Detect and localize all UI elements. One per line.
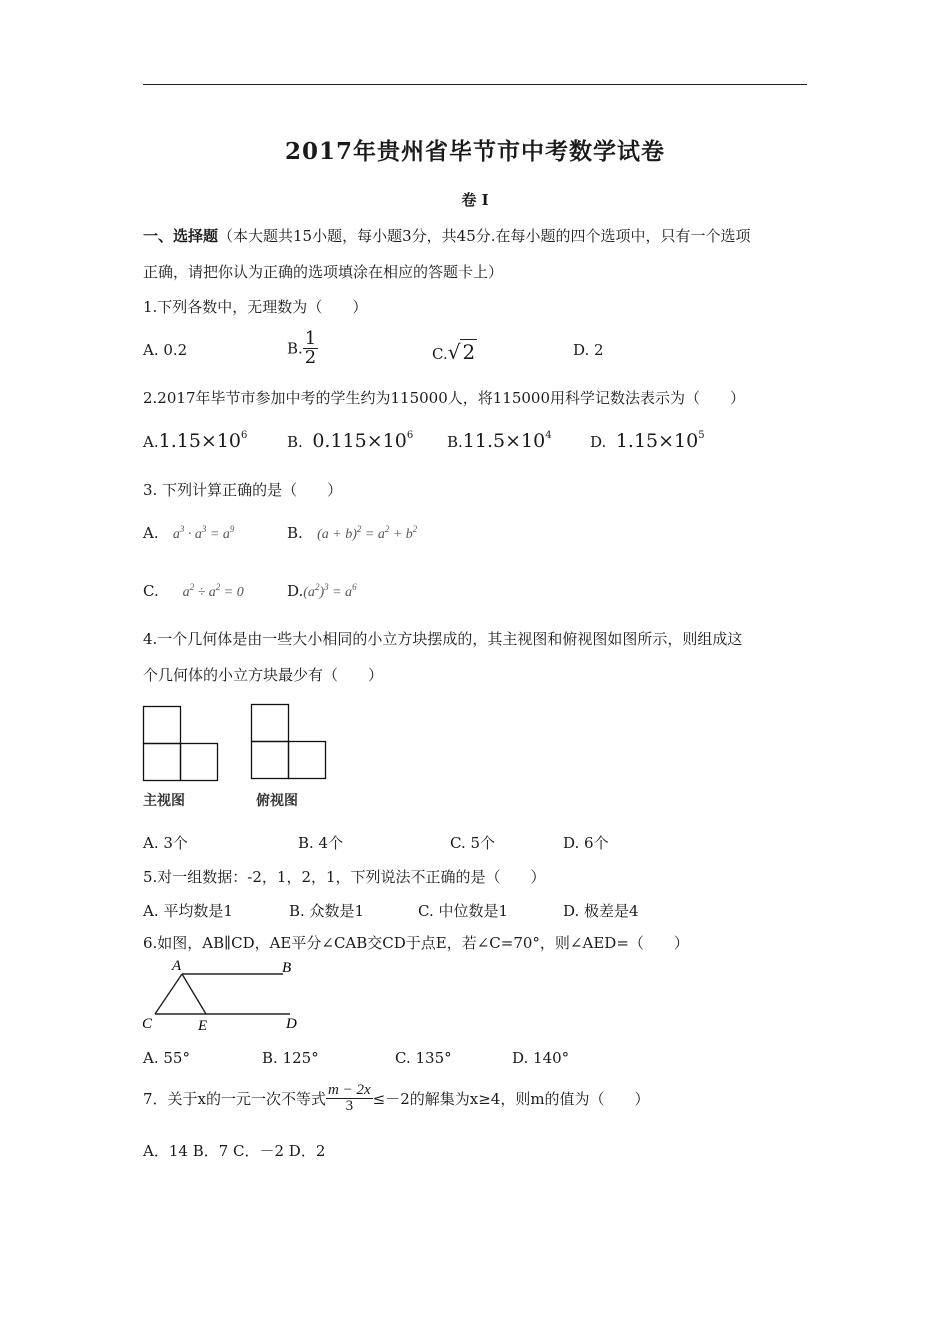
point-b-label: B [282,960,292,976]
q6-option-d: D. 140° [512,1049,570,1067]
q5-option-d: D. 极差是4 [563,902,639,920]
q4-option-b: B. 4个 [298,834,344,852]
q2-option-b: B. $0.115\times 10^6$ [287,430,414,452]
top-view-caption: 俯视图 [256,793,298,809]
q4-stem-1: 4.一个几何体是由一些大小相同的小立方块摆成的，其主视图和俯视图如图所示，则组成这 [143,630,743,648]
section-desc-2: 正确，请把你认为正确的选项填涂在相应的答题卡上） [143,263,504,281]
q2-stem: 2.2017年毕节市参加中考的学生约为115000人，将115000用科学记数法表示为（ ） [143,389,746,407]
q4-option-a: A. 3个 [143,834,188,852]
q5-option-b: B. 众数是1 [289,902,365,920]
q6-option-c: C. 135° [395,1049,452,1067]
q5-stem: 5.对一组数据：-2，1，2，1，下列说法不正确的是（ ） [143,868,546,886]
q4-option-c: C. 5个 [450,834,496,852]
point-c-label: C [142,1016,153,1032]
q3-option-c: C. $a^2 \div a^2 = 0$ [143,582,244,600]
q3-option-a: A. $a^3 \cdot a^3 = a^9$ [143,524,235,542]
q6-option-b: B. 125° [262,1049,319,1067]
front-view-figure [143,706,223,786]
paper-part-label: 卷 I [461,191,489,209]
q1-option-b: B. $\frac{1}{2}$ [287,328,317,368]
q2-option-d: D. $1.15\times 10^5$ [590,430,705,452]
q1-option-a: A. 0.2 [143,341,188,359]
section-desc-1: （本大题共15小题，每小题3分，共45分.在每小题的四个选项中，只有一个选项 [218,227,751,245]
q4-stem-2: 个几何体的小立方块最少有（ ） [143,666,384,684]
q3-option-d: $D.(a^2)^3 = a^6$ [287,582,357,600]
q3-option-b: B. $(a + b)^2 = a^2 + b^2$ [287,524,418,542]
parallel-lines-figure [140,956,310,1036]
section-heading [143,225,751,246]
point-a-label: A [172,958,182,974]
q1-option-c: C.√ 2 [432,340,476,364]
point-d-label: D [286,1016,297,1032]
q7-stem: 7．关于x的一元一次不等式 $\frac{m - 2x}{3}$ ≤－2的解集为x≥4，则m的值为（ ） [143,1082,650,1114]
q3-stem: 3. 下列计算正确的是（ ） [143,481,343,499]
q5-option-c: C. 中位数是1 [418,902,509,920]
q4-option-d: D. 6个 [563,834,609,852]
top-view-figure [251,704,331,784]
q1-option-d: D. 2 [573,341,604,359]
section-title: 一、选择题 [143,227,219,245]
q2-option-c: $B.11.5\times 10^4$ [447,430,552,452]
q2-option-a: $A.1.15\times 10^6$ [143,430,248,452]
q6-option-a: A. 55° [143,1049,190,1067]
point-e-label: E [198,1018,208,1034]
front-view-caption: 主视图 [143,793,185,809]
q6-stem: 6.如图，AB∥CD，AE平分∠CAB交CD于点E，若∠C=70°，则∠AED=（ ） [143,934,689,952]
q7-options: A．14 B．7 C．－2 D．2 [143,1142,326,1160]
q5-option-a: A. 平均数是1 [143,902,233,920]
top-rule [143,84,807,85]
q1-stem: 1.下列各数中，无理数为（ ） [143,298,368,316]
page-title: 2017年贵州省毕节市中考数学试卷 [284,138,665,165]
